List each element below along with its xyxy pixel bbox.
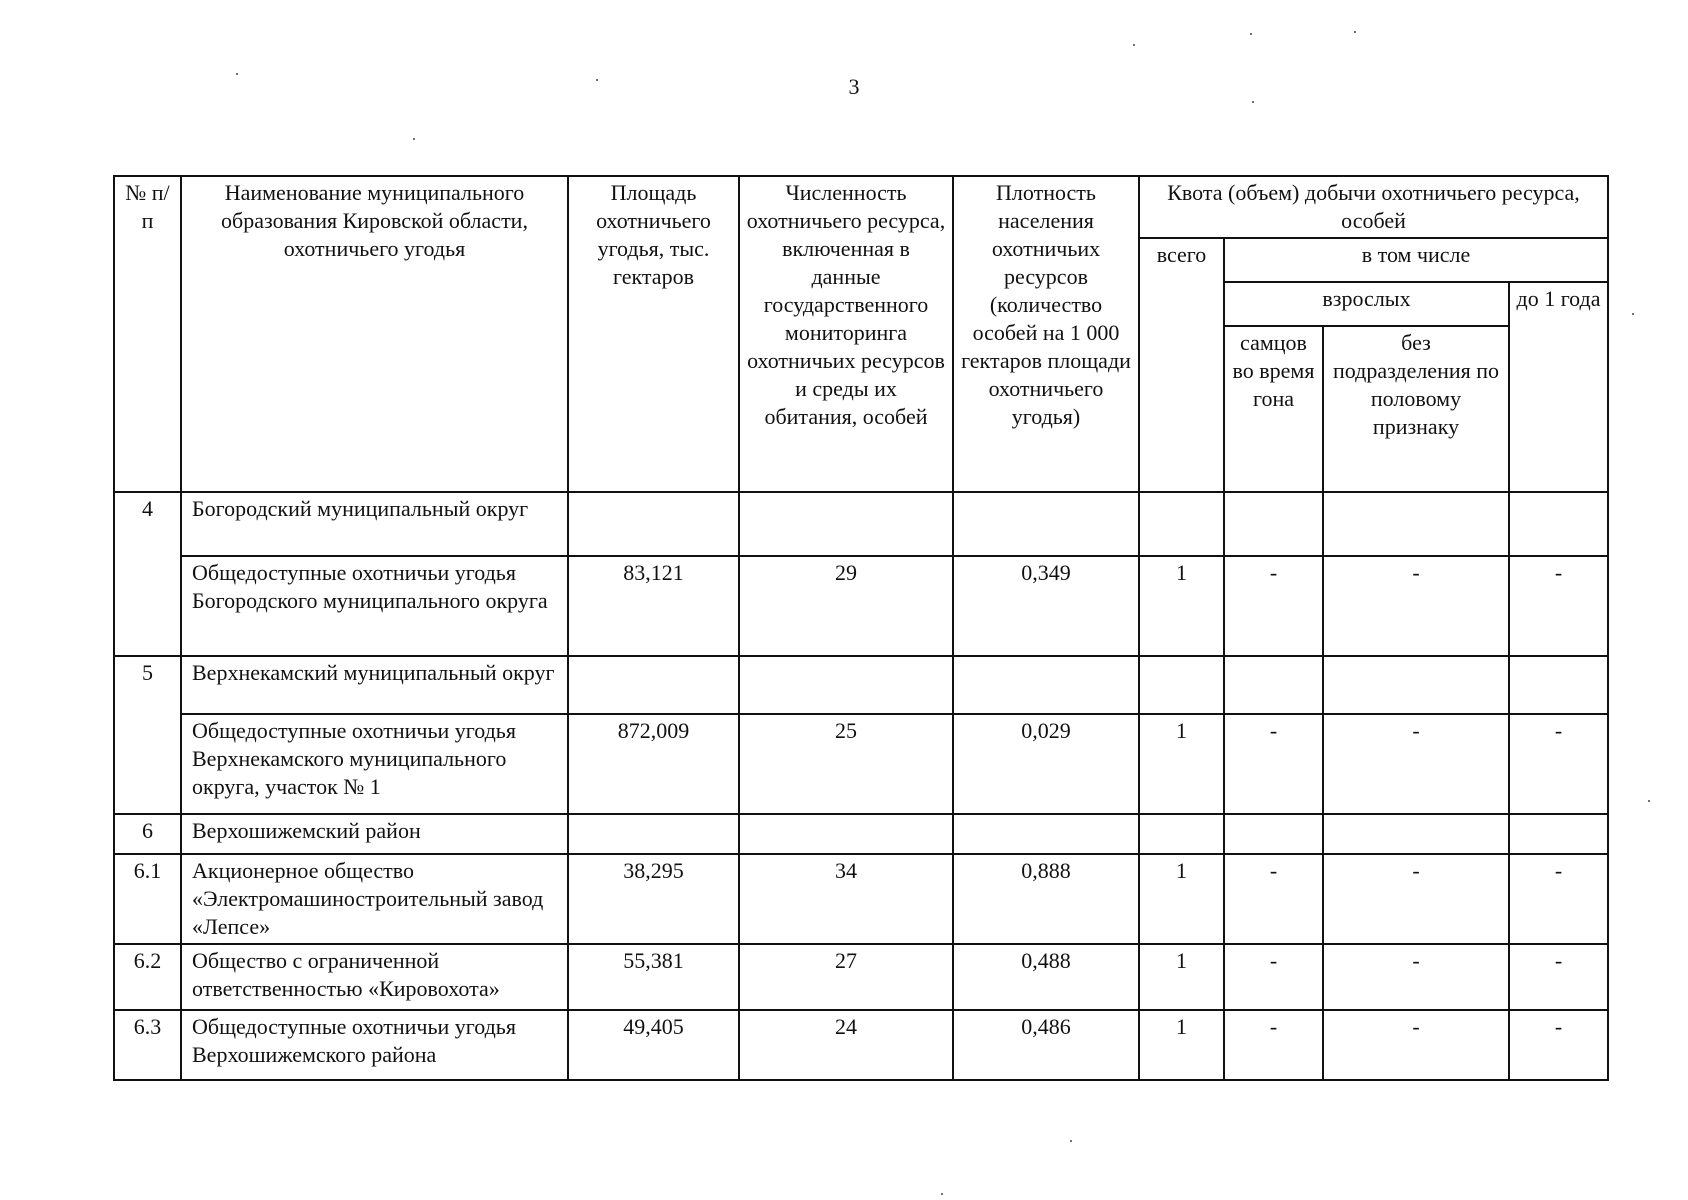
row-total: 1	[1139, 854, 1224, 944]
row-density: 0,888	[953, 854, 1139, 944]
row-name: Акционерное общество «Электромашиностроительный завод «Лепсе»	[181, 854, 568, 944]
row-number: 6.2	[114, 944, 181, 1010]
row-number: 6.3	[114, 1010, 181, 1080]
row-nosex	[1323, 656, 1509, 714]
row-nosex: -	[1323, 556, 1509, 656]
row-total: 1	[1139, 1010, 1224, 1080]
row-density	[953, 656, 1139, 714]
row-population	[739, 656, 953, 714]
table-row	[114, 854, 1608, 944]
row-young	[1509, 492, 1608, 556]
header-no-sex-split: без подразделения по половому признаку	[1323, 326, 1509, 492]
row-name: Общедоступные охотничьи угодья Верхнекамского муниципального округа, участок № 1	[181, 714, 568, 814]
header-density: Плотность населения охотничьих ресурсов (количество особей на 1 000 гектаров площади охотничьего угодья)	[953, 176, 1139, 492]
row-males: -	[1224, 714, 1323, 814]
row-young: -	[1509, 714, 1608, 814]
row-area: 49,405	[568, 1010, 739, 1080]
row-name: Общедоступные охотничьи угодья Богородского муниципального округа	[181, 556, 568, 656]
scan-speck	[1252, 101, 1254, 103]
header-total: всего	[1139, 238, 1224, 492]
row-number: 6.1	[114, 854, 181, 944]
row-density: 0,349	[953, 556, 1139, 656]
scan-speck	[1250, 33, 1252, 35]
row-nosex: -	[1323, 1010, 1509, 1080]
table-row	[114, 492, 1608, 556]
row-males	[1224, 492, 1323, 556]
row-number: 4	[114, 492, 181, 656]
header-adults: взрослых	[1224, 282, 1509, 326]
row-area	[568, 656, 739, 714]
row-area: 83,121	[568, 556, 739, 656]
row-name: Общество с ограниченной ответственностью «Кировохота»	[181, 944, 568, 1010]
header-quota: Квота (объем) добычи охотничьего ресурса, особей	[1139, 176, 1608, 238]
row-number: 5	[114, 656, 181, 814]
row-area	[568, 814, 739, 854]
scan-speck	[1133, 44, 1135, 46]
row-density: 0,029	[953, 714, 1139, 814]
scan-speck	[413, 138, 415, 140]
scan-speck	[1070, 1140, 1072, 1142]
row-males: -	[1224, 1010, 1323, 1080]
row-males: -	[1224, 556, 1323, 656]
quota-table	[113, 175, 1609, 1081]
row-total: 1	[1139, 714, 1224, 814]
header-name: Наименование муниципального образования Кировской области, охотничьего угодья	[181, 176, 568, 492]
row-name: Богородский муниципальный округ	[181, 492, 568, 556]
row-young: -	[1509, 944, 1608, 1010]
row-number: 6	[114, 814, 181, 854]
row-density: 0,488	[953, 944, 1139, 1010]
row-population: 34	[739, 854, 953, 944]
header-including: в том числе	[1224, 238, 1608, 282]
page-number: 3	[848, 74, 860, 99]
table-row	[114, 1010, 1608, 1080]
row-total: 1	[1139, 944, 1224, 1010]
row-population	[739, 492, 953, 556]
row-nosex	[1323, 814, 1509, 854]
row-total	[1139, 656, 1224, 714]
table-row	[114, 944, 1608, 1010]
row-total	[1139, 492, 1224, 556]
row-area	[568, 492, 739, 556]
row-area: 38,295	[568, 854, 739, 944]
row-nosex	[1323, 492, 1509, 556]
row-name: Верхнекамский муниципальный округ	[181, 656, 568, 714]
row-males: -	[1224, 854, 1323, 944]
header-under-one: до 1 года	[1509, 282, 1608, 492]
scan-speck	[1648, 800, 1650, 802]
row-males: -	[1224, 944, 1323, 1010]
header-no: № п/п	[114, 176, 181, 492]
row-total	[1139, 814, 1224, 854]
row-density	[953, 814, 1139, 854]
table-row	[114, 714, 1608, 814]
row-area: 872,009	[568, 714, 739, 814]
row-nosex: -	[1323, 854, 1509, 944]
row-area: 55,381	[568, 944, 739, 1010]
row-name: Верхошижемский район	[181, 814, 568, 854]
header-population: Численность охотничьего ресурса, включенная в данные государственного мониторинга охотничьих ресурсов и среды их обитания, особей	[739, 176, 953, 492]
row-density	[953, 492, 1139, 556]
row-population: 25	[739, 714, 953, 814]
row-population: 24	[739, 1010, 953, 1080]
table-row	[114, 656, 1608, 714]
row-young: -	[1509, 854, 1608, 944]
scan-speck	[1632, 313, 1634, 315]
row-population	[739, 814, 953, 854]
row-young: -	[1509, 1010, 1608, 1080]
row-young	[1509, 814, 1608, 854]
row-total: 1	[1139, 556, 1224, 656]
scan-speck	[941, 1193, 943, 1195]
row-young: -	[1509, 556, 1608, 656]
table-row	[114, 814, 1608, 854]
row-nosex: -	[1323, 944, 1509, 1010]
row-nosex: -	[1323, 714, 1509, 814]
header-males-rut: самцов во время гона	[1224, 326, 1323, 492]
header-area: Площадь охотничьего угодья, тыс. гектаров	[568, 176, 739, 492]
row-population: 29	[739, 556, 953, 656]
row-males	[1224, 656, 1323, 714]
scan-speck	[596, 79, 598, 81]
row-males	[1224, 814, 1323, 854]
scan-speck	[236, 73, 238, 75]
row-population: 27	[739, 944, 953, 1010]
row-density: 0,486	[953, 1010, 1139, 1080]
table-row	[114, 556, 1608, 656]
row-young	[1509, 656, 1608, 714]
scan-speck	[1354, 31, 1356, 33]
row-name: Общедоступные охотничьи угодья Верхошижемского района	[181, 1010, 568, 1080]
